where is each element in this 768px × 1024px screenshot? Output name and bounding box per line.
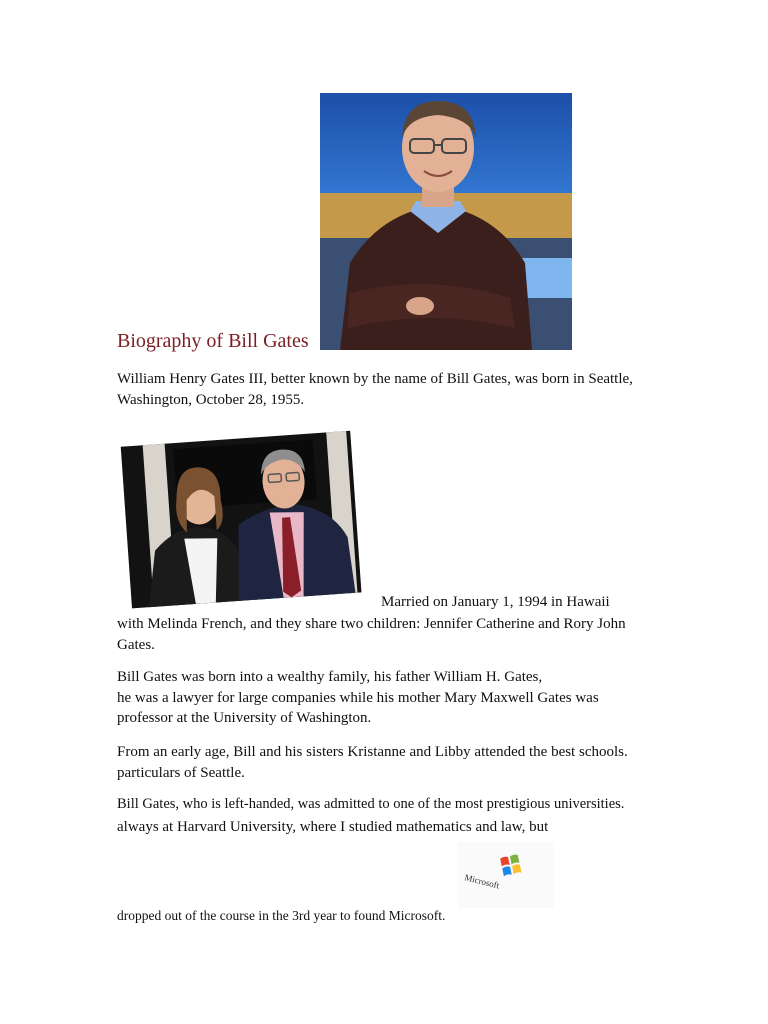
paragraph-harvard <box>117 817 657 838</box>
paragraph-marriage <box>117 614 657 655</box>
paragraph-line: with Melinda French, and they share two children: Jennifer Catherine and Rory John <box>117 616 626 632</box>
paragraph-line: Bill Gates, who is left-handed, was admitted to one of the most prestigious universities. <box>117 796 625 812</box>
paragraph-line: Gates. <box>117 636 155 653</box>
bill-and-melinda-photo <box>118 424 380 612</box>
paragraph-schools <box>117 742 657 783</box>
paragraph-line: Bill Gates was born into a wealthy family, his father William H. Gates, <box>117 669 543 685</box>
paragraph-line: always at Harvard University, where I studied mathematics and law, but <box>117 819 549 835</box>
paragraph-line: Washington, October 28, 1955. <box>117 391 305 408</box>
paragraph-line: particulars of Seattle. <box>117 764 245 781</box>
microsoft-logo-text: Microsoft <box>463 872 501 891</box>
paragraph-university <box>117 794 657 815</box>
paragraph-line: professor at the University of Washington. <box>117 710 372 726</box>
bill-gates-portrait-image <box>320 93 572 350</box>
paragraph-line: dropped out of the course in the 3rd year to found Microsoft. <box>117 908 446 923</box>
paragraph-dropout <box>117 906 657 927</box>
microsoft-logo-image <box>458 842 554 908</box>
married-text: Married on January 1, 1994 in Hawaii <box>381 594 610 610</box>
paragraph-line: William Henry Gates III, better known by the name of Bill Gates, was born in Seattle, <box>117 371 633 387</box>
paragraph-family <box>117 667 657 729</box>
paragraph-birth <box>117 369 657 410</box>
paragraph-line: From an early age, Bill and his sisters Kristanne and Libby attended the best schools. <box>117 744 628 760</box>
paragraph-line: he was a lawyer for large companies while his mother Mary Maxwell Gates was <box>117 689 599 706</box>
page-title: Biography of Bill Gates <box>117 330 309 352</box>
